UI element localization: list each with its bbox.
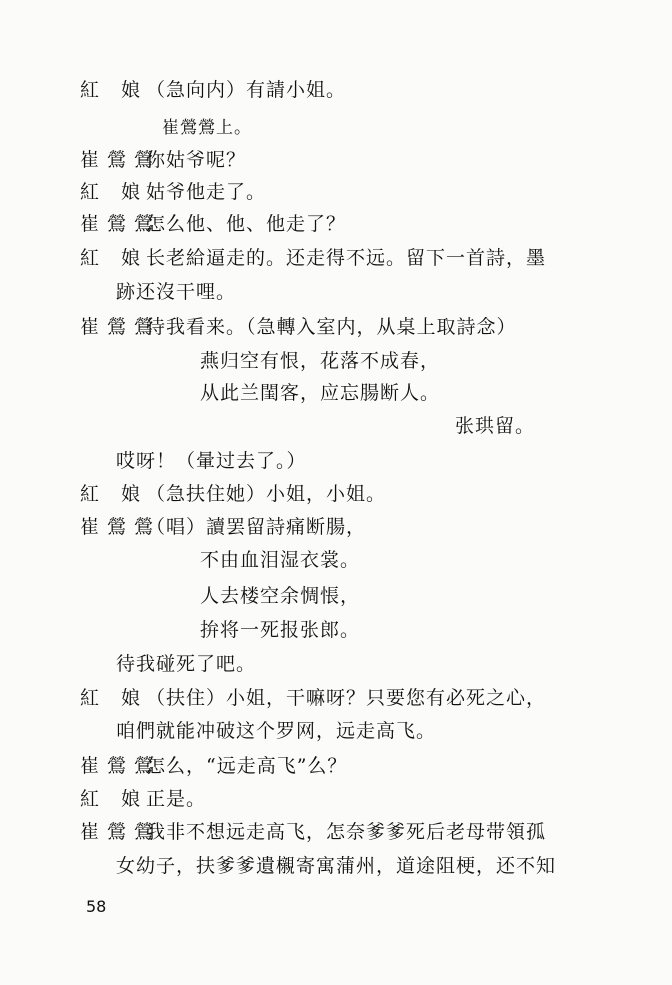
dialogue-line <box>80 148 246 172</box>
line-text: （急扶住她）小姐，小姐。 <box>146 483 387 505</box>
dialogue-line <box>80 820 546 844</box>
line-text: 怎么他、他、他走了？ <box>146 213 347 235</box>
dialogue-line <box>80 78 346 102</box>
line-text: 张珙留。 <box>455 415 536 437</box>
continuation-line <box>116 854 556 878</box>
line-text: 咱們就能冲破这个罗网，远走高飞。 <box>116 720 437 742</box>
line-text: 人去楼空余惆悵， <box>200 585 361 607</box>
line-text: （唱）讀罢留詩痛断腸， <box>146 516 367 538</box>
poem-signature <box>455 414 535 438</box>
song-line <box>200 618 360 642</box>
speaker-name: 紅 娘 <box>80 687 149 709</box>
dialogue-line <box>80 686 546 710</box>
stage-direction <box>162 116 252 140</box>
line-text: （急向内）有請小姐。 <box>146 79 347 101</box>
line-text: 待我碰死了吧。 <box>116 653 257 675</box>
dialogue-line <box>80 180 266 204</box>
speaker-name: 紅 娘 <box>80 79 149 101</box>
line-text: 燕归空有恨，花落不成春， <box>200 350 441 372</box>
line-text: 不由血泪湿衣裳。 <box>200 549 361 571</box>
continuation-line <box>116 449 307 473</box>
line-text: 跡还沒干哩。 <box>116 281 237 303</box>
line-text: 长老給逼走的。还走得不远。留下一首詩，墨 <box>146 247 547 269</box>
line-text: 姑爷他走了。 <box>146 181 267 203</box>
continuation-line <box>116 280 236 304</box>
dialogue-line <box>80 787 206 811</box>
line-text: 怎么，“远走高飞”么？ <box>146 755 348 777</box>
dialogue-line <box>80 482 386 506</box>
line-text: 哎呀！（暈过去了。） <box>116 450 307 472</box>
continuation-line <box>116 719 436 743</box>
continuation-line <box>116 652 256 676</box>
line-text: 崔鶯鶯上。 <box>162 118 252 138</box>
line-text: 待我看来。（急轉入室内，从桌上取詩念） <box>146 316 517 338</box>
line-text: 你姑爷呢？ <box>146 149 247 171</box>
line-text: 女幼子，扶爹爹遺櫬寄寓蒲州，道途阻梗，还不知 <box>116 855 557 877</box>
line-text: 我非不想远走高飞，怎奈爹爹死后老母带領孤 <box>146 821 547 843</box>
speaker-name: 紅 娘 <box>80 788 149 810</box>
song-line <box>200 584 360 608</box>
line-text: 正是。 <box>146 788 207 810</box>
speaker-name: 紅 娘 <box>80 247 149 269</box>
dialogue-line <box>80 246 546 270</box>
dialogue-line <box>80 212 346 236</box>
page-number: 58 <box>86 897 107 916</box>
speaker-name: 崔鶯鶯 <box>80 149 162 171</box>
speaker-name: 紅 娘 <box>80 483 149 505</box>
dialogue-line <box>80 515 366 539</box>
speaker-name: 紅 娘 <box>80 181 149 203</box>
speaker-name: 崔鶯鶯 <box>80 821 162 843</box>
dialogue-line <box>80 754 347 778</box>
line-text: （扶住）小姐，干嘛呀？只要您有必死之心， <box>146 687 547 709</box>
speaker-name: 崔鶯鶯 <box>80 316 162 338</box>
line-text: 拚将一死报张郎。 <box>200 619 361 641</box>
poem-line <box>200 349 440 373</box>
speaker-name: 崔鶯鶯 <box>80 516 162 538</box>
song-line <box>200 548 360 572</box>
speaker-name: 崔鶯鶯 <box>80 213 162 235</box>
line-text: 从此兰閨客，应忘腸断人。 <box>200 382 441 404</box>
speaker-name: 崔鶯鶯 <box>80 755 162 777</box>
poem-line <box>200 381 440 405</box>
dialogue-line <box>80 315 517 339</box>
